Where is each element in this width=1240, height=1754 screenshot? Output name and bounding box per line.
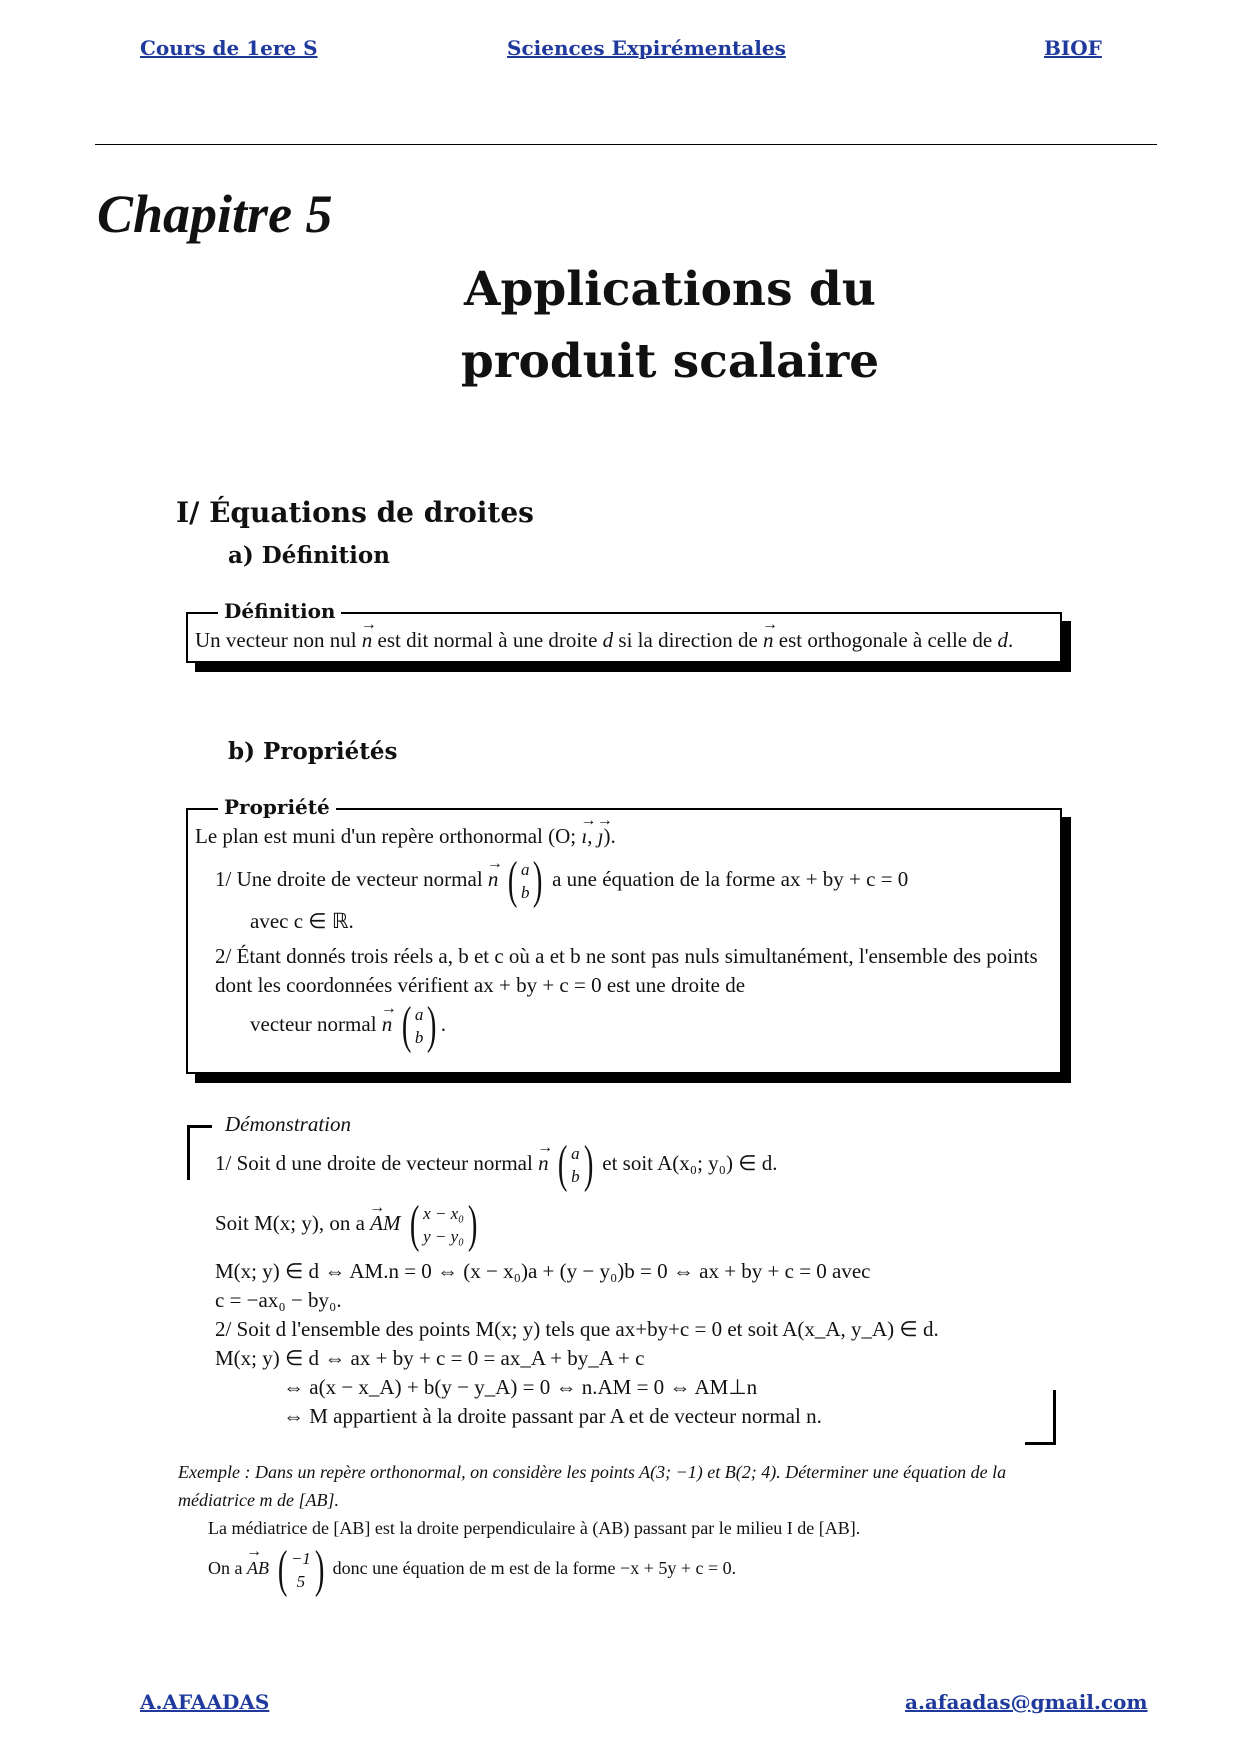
title-line-2: produit scalaire: [460, 334, 880, 389]
definition-text: Un vecteur non nul → n est dit normal à une droite d si la direction de → n est orthogonale à celle de d.: [188, 614, 1060, 661]
header-course-link[interactable]: Cours de 1ere S: [140, 36, 318, 60]
property-intro: Le plan est muni d'un repère orthonormal (O; → ı, → ȷ).: [195, 822, 1053, 851]
header-rule: [95, 144, 1157, 145]
property-item-2: 2/ Étant donnés trois réels a, b et c où a et b ne sont pas nuls simultanément, l'ensemble des points dont les coordonnées vérifient ax + by + c = 0 est une droite de: [215, 944, 1038, 997]
example-line-2: La médiatrice de [AB] est la droite perpendiculaire à (AB) passant par le milieu I de [AB].: [208, 1518, 861, 1538]
demonstration: [200, 1110, 1060, 1431]
normal-vector-matrix: ( a b ): [507, 852, 543, 909]
definition-box: [186, 599, 1062, 663]
header-biof-link[interactable]: BIOF: [1044, 36, 1102, 60]
subsection-b: b) Propriétés: [228, 738, 398, 765]
chapter-label: Chapitre 5: [97, 184, 333, 244]
demo-line-5: 2/ Soit d l'ensemble des points M(x; y) tels que ax+by+c = 0 et soit A(x_A, y_A) ∈ d.: [215, 1317, 939, 1341]
example: [178, 1458, 1058, 1596]
property-box: [186, 795, 1062, 1074]
example-statement: Exemple : Dans un repère orthonormal, on considère les points A(3; −1) et B(2; 4). Déterminer une équation de la médiatrice m de [AB].: [178, 1462, 1007, 1510]
demo-line-6: M(x; y) ∈ d ⇔ ax + by + c = 0 = ax_A + by_A + c: [215, 1346, 645, 1370]
demo-line-3: M(x; y) ∈ d ⇔ AM.n = 0 ⇔ (x − x₀)a + (y − y₀)b = 0 ⇔ ax + by + c = 0 avec: [215, 1259, 871, 1283]
demo-line-7: ⇔ a(x − x_A) + b(y − y_A) = 0 ⇔ n.AM = 0 ⇔ AM⊥n: [283, 1375, 758, 1399]
demo-line-4: c = −ax₀ − by₀.: [215, 1288, 342, 1312]
subsection-a: a) Définition: [228, 542, 390, 569]
demo-line-2: Soit M(x; y), on a → AM ( x − x₀ y − y₀ ): [200, 1199, 1060, 1251]
definition-label: Définition: [218, 597, 341, 626]
section-heading: I/ Équations de droites: [176, 496, 534, 529]
title-line-1: Applications du: [464, 262, 876, 317]
page-title: [430, 254, 910, 398]
header-section-link[interactable]: Sciences Expirémentales: [507, 36, 786, 60]
example-line-3: On a → AB ( −1 5 ) donc une équation de m est de la forme −x + 5y + c = 0.: [178, 1544, 1058, 1596]
property-item-1-cont: avec c ∈ ℝ.: [250, 909, 354, 933]
footer-email-link[interactable]: a.afaadas@gmail.com: [905, 1690, 1148, 1714]
demo-label: Démonstration: [225, 1112, 351, 1136]
property-item-2-cont: vecteur normal → n ( a b ) .: [195, 1000, 1053, 1052]
property-label: Propriété: [218, 793, 336, 822]
demo-line-8: ⇔ M appartient à la droite passant par A et de vecteur normal n.: [283, 1404, 822, 1428]
footer-author-link[interactable]: A.AFAADAS: [140, 1690, 270, 1714]
demo-corner-bottom: [1025, 1390, 1056, 1445]
property-item-1: 1/ Une droite de vecteur normal → n ( a b ) a une équation de la forme ax + by + c = 0: [195, 855, 1053, 907]
demo-line-1: 1/ Soit d une droite de vecteur normal → n ( a b ) et soit A(x₀; y₀) ∈ d.: [200, 1139, 1060, 1191]
